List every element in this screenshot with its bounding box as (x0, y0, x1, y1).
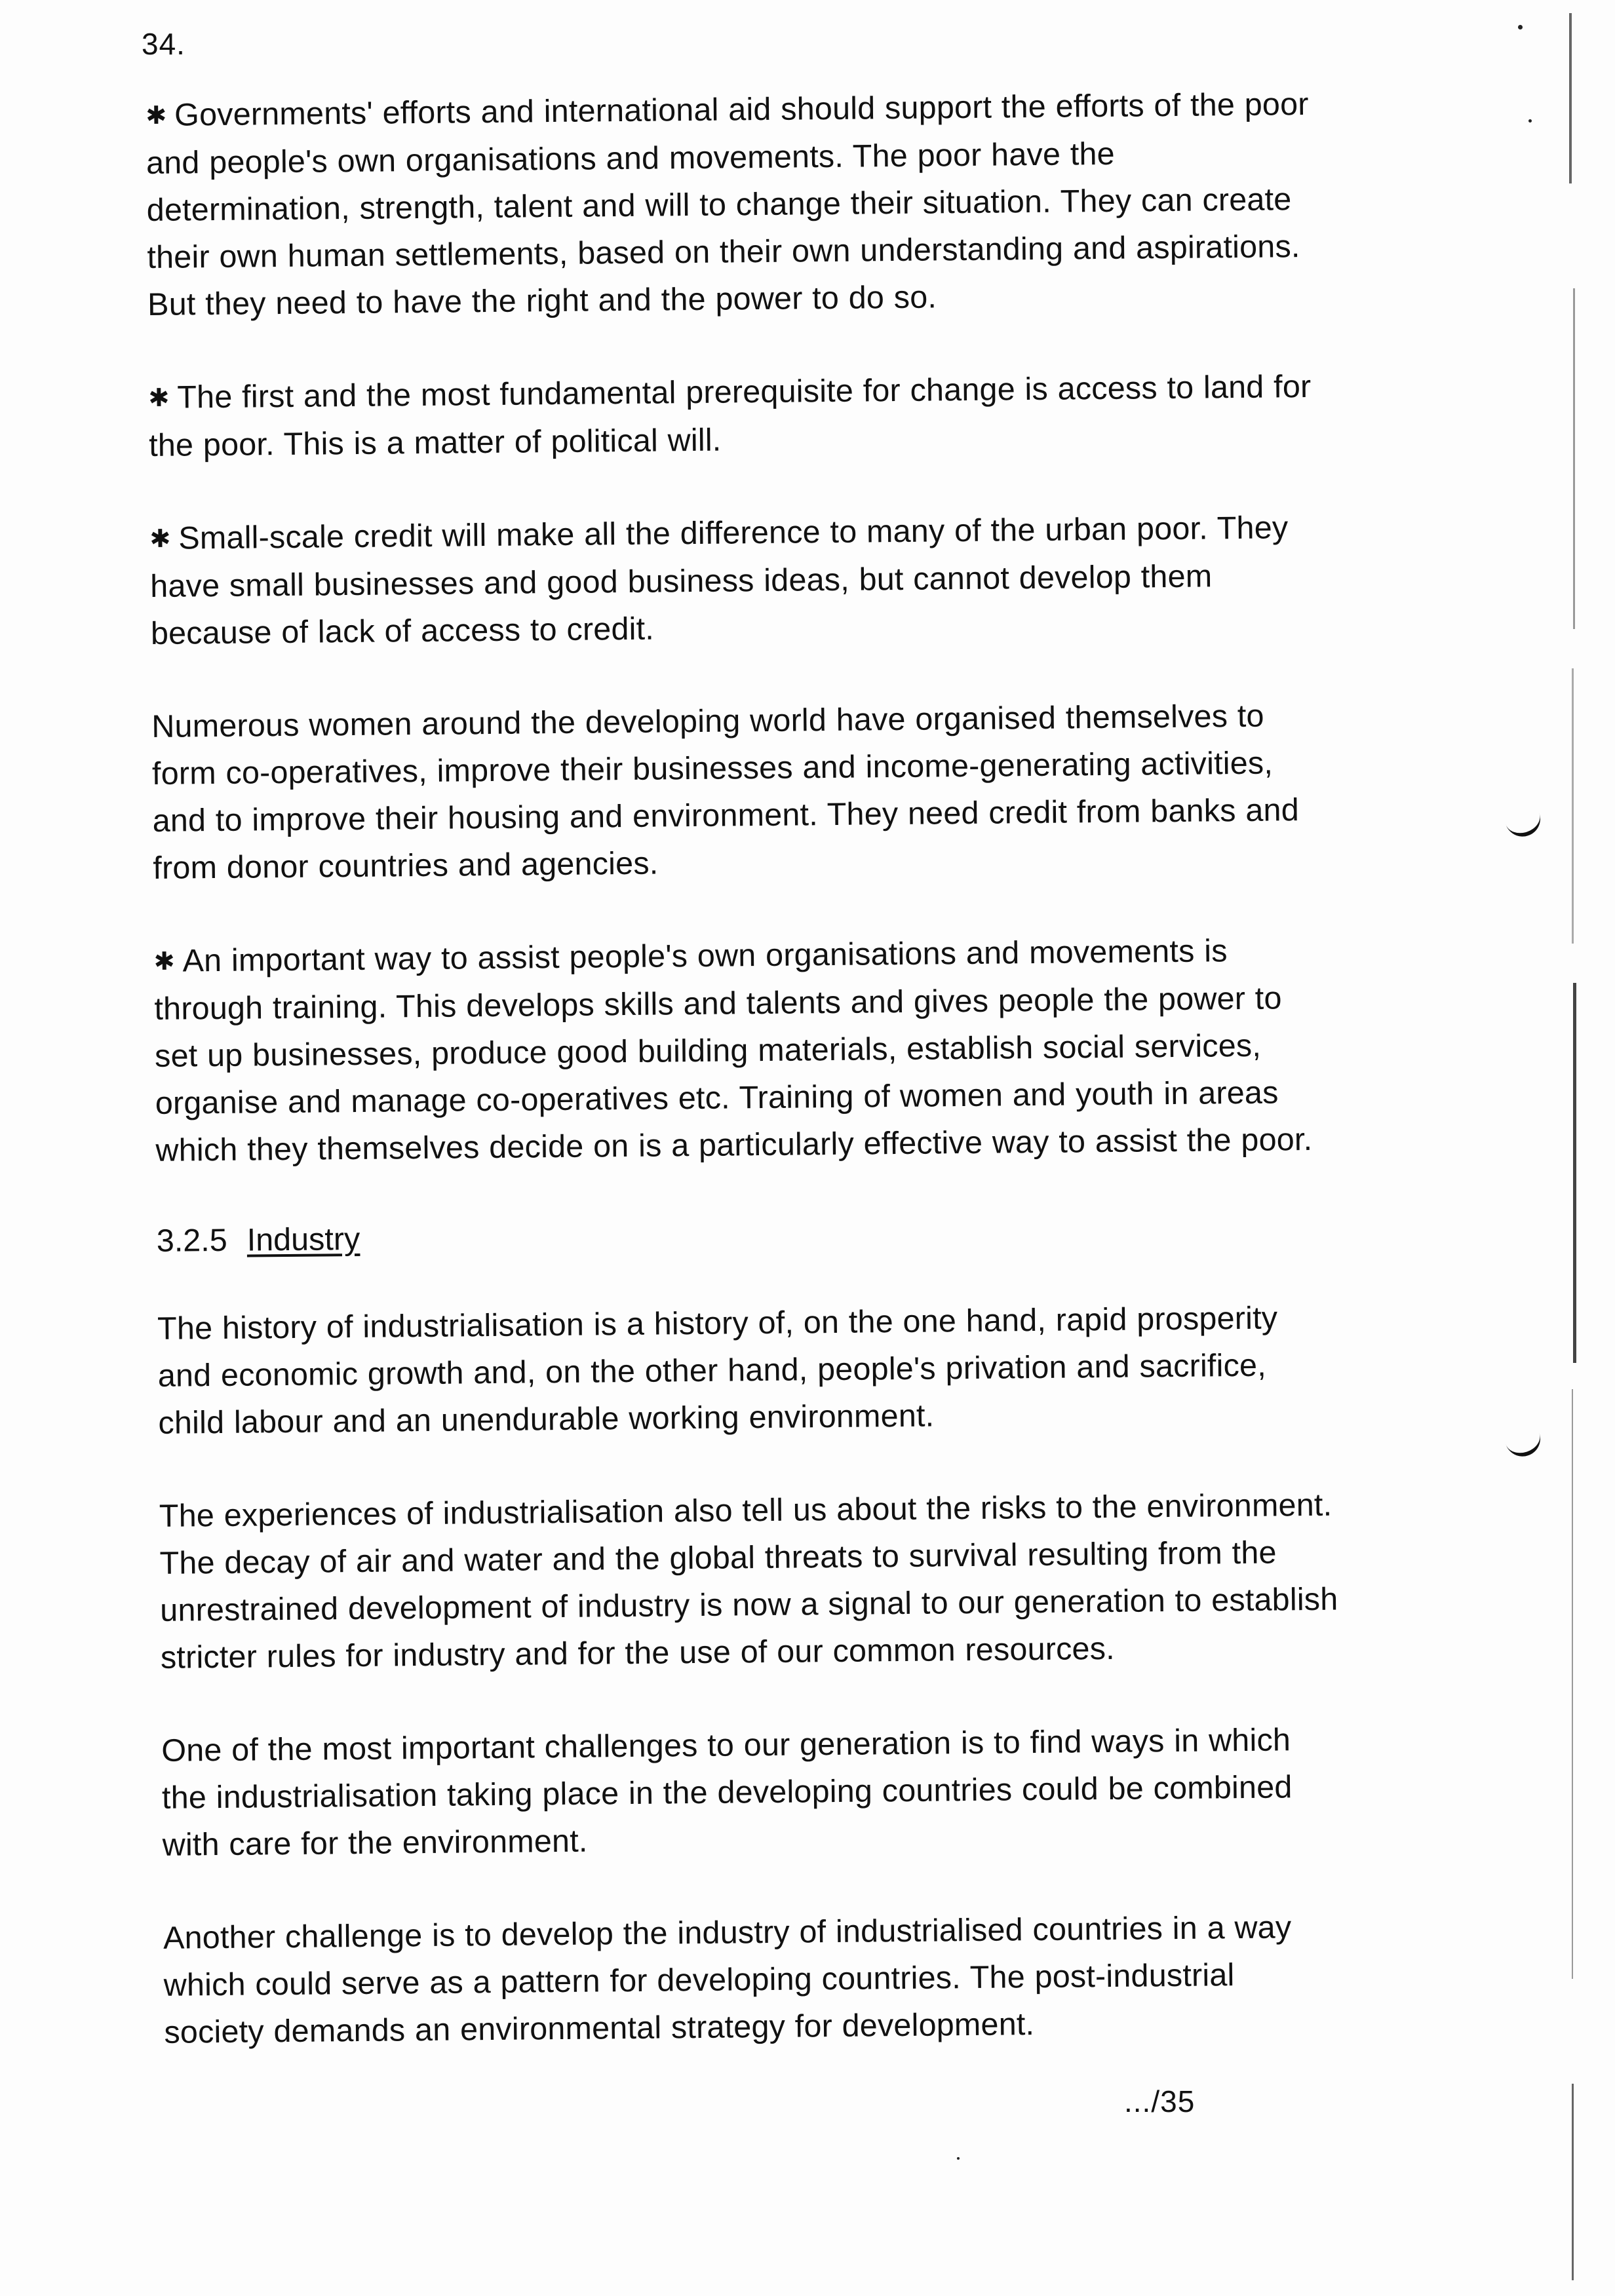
continuation-marker: .../35 (1124, 2084, 1196, 2118)
paragraph-history-industrialisation: The history of industrialisation is a history of, on the one hand, rapid prosperity and economic growth and, on the other hand, people's privation and sacrifice, child labour and an unendurable working environment. (157, 1300, 1278, 1441)
scan-edge-line (1572, 2084, 1574, 2280)
paragraph-women-cooperatives: Numerous women around the developing world have organised themselves to form co-operatives, improve their businesses and income-generating activities, and to improve their housing and environment. They need credit from banks and from donor countries and agencies. (151, 698, 1300, 886)
section-title: Industry (246, 1221, 360, 1258)
scan-edge-line (1572, 668, 1574, 944)
margin-tick-mark (1506, 1432, 1545, 1461)
scan-edge-artifacts (1543, 0, 1615, 2296)
bullet-paragraph-land-access: ✱ The first and the most fundamental prerequisite for change is access to land for the poor. This is a matter of political will. (148, 363, 1329, 469)
paragraph-challenge-post-industrial: Another challenge is to develop the industry of industrialised countries in a way which could serve as a pattern for developing countries. The post-industrial society demands an environmental strategy for development. (163, 1909, 1292, 2050)
scan-edge-line (1569, 13, 1572, 183)
section-number: 3.2.5 (156, 1222, 227, 1259)
scan-speck (957, 2157, 960, 2160)
margin-tick-mark (1506, 813, 1545, 841)
bullet-paragraph-support-efforts: ✱ Governments' efforts and international aid should support the efforts of the poor and people's own organisations and movements. The poor have the determination, strength, talent and will to change their situation. They can create their own human settlements, based on their own understanding and aspirations. But they need to have the right and the power to do so. (146, 81, 1327, 328)
page-number: 34. (142, 27, 185, 61)
scan-speck (1528, 119, 1532, 123)
paragraph-challenge-developing-countries: One of the most important challenges to our generation is to find ways in which the industrialisation taking place in the developing countries could be combined with care for the environment. (161, 1722, 1293, 1863)
scan-edge-line (1572, 1389, 1573, 1979)
scan-speck (1518, 25, 1523, 29)
scan-edge-line (1573, 288, 1575, 629)
bullet-paragraph-training: ✱ An important way to assist people's own organisations and movements is through training. This develops skills and talents and gives people the power to set up businesses, produce good building materials, establish social services, organise and manage co-operatives etc. Training of women and youth in areas which they themselves decide on is a particularly effective way to assist the poor. (153, 927, 1335, 1174)
paragraph-environment-risks: The experiences of industrialisation also tell us about the risks to the environment. The decay of air and water and the global threats to survival resulting from the unrestrained development of industry is now a signal to our generation to establish stricter rules for industry and for the use of our common resources. (159, 1487, 1338, 1675)
section-heading (156, 1206, 1336, 1265)
scan-edge-line (1573, 983, 1576, 1363)
page-body (146, 81, 1344, 2102)
bullet-paragraph-small-scale-credit: ✱ Small-scale credit will make all the difference to many of the urban poor. They have small businesses and good business ideas, but cannot develop them because of lack of access to credit. (149, 504, 1331, 657)
